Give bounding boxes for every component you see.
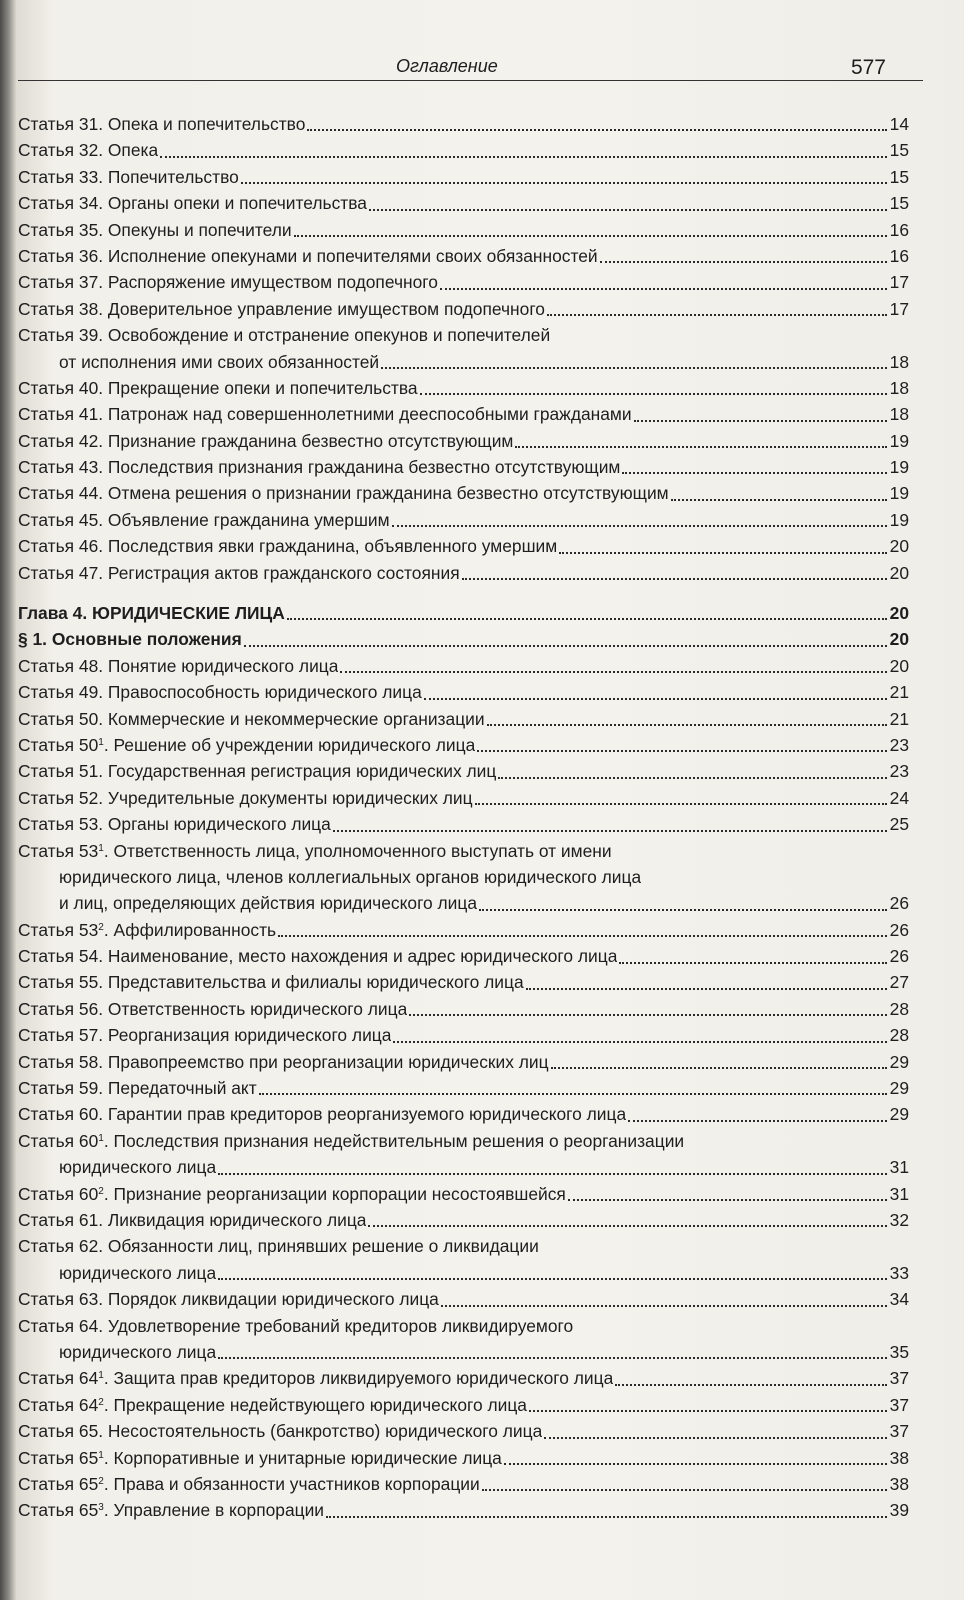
entry-page-number: 21 (889, 682, 909, 703)
dot-leader (278, 935, 887, 937)
dot-leader (368, 1225, 887, 1227)
entry-page-number: 31 (889, 1183, 909, 1204)
entry-title: Статья 33. Попечительство (18, 166, 239, 187)
entry-title (18, 1392, 527, 1418)
entry-number: Статья 64 (18, 1368, 99, 1389)
entry-page-number: 20 (889, 603, 909, 624)
dot-leader (218, 1278, 887, 1280)
entry-page-number: 33 (889, 1262, 909, 1283)
table-of-contents (18, 111, 909, 1524)
entry-page-number: 20 (889, 536, 909, 557)
dot-leader (547, 314, 887, 316)
dot-leader (326, 1516, 887, 1518)
entry-page-number: 37 (889, 1394, 909, 1415)
entry-title: Статья 46. Последствия явки гражданина, объявленного умершим (18, 536, 558, 557)
entry-title: Статья 35. Опекуны и попечители (18, 219, 292, 240)
dot-leader (475, 803, 887, 805)
entry-title: Статья 48. Понятие юридического лица (18, 655, 339, 676)
entry-page-number: 16 (889, 245, 909, 266)
dot-leader (307, 129, 887, 131)
toc-paragraph (18, 626, 909, 652)
dot-leader (559, 552, 887, 554)
dot-leader (628, 1120, 887, 1122)
dot-leader (259, 1093, 887, 1095)
entry-title: Статья 47. Регистрация актов гражданского состояния (18, 562, 460, 583)
entry-page-number: 20 (889, 655, 909, 676)
toc-entry-continuation (18, 1260, 909, 1286)
toc-entry (18, 322, 909, 348)
entry-page-number: 25 (889, 814, 909, 835)
toc-entry (18, 560, 909, 586)
entry-page-number: 27 (889, 972, 909, 993)
toc-entry (18, 507, 909, 533)
entry-title (18, 1365, 613, 1391)
entry-title: Статья 45. Объявление гражданина умершим (18, 509, 390, 530)
entry-title: Статья 31. Опека и попечительство (18, 113, 306, 134)
entry-page-number: 29 (889, 1051, 909, 1072)
dot-leader (600, 261, 887, 263)
entry-title: Статья 41. Патронаж над совершеннолетними дееспособными гражданами (18, 404, 632, 425)
entry-page-number: 39 (889, 1500, 909, 1521)
toc-entry (18, 190, 909, 216)
dot-leader (504, 1463, 887, 1465)
entry-title-rest: . Признание реорганизации корпорации несостоявшейся (103, 1183, 566, 1204)
entry-page-number: 19 (889, 430, 909, 451)
toc-entry (18, 1445, 909, 1471)
entry-superscript: 1 (98, 1449, 104, 1461)
toc-entry (18, 428, 909, 454)
entry-page-number: 21 (889, 708, 909, 729)
entry-title (18, 838, 612, 864)
dot-leader (498, 777, 887, 779)
toc-entry-continuation (18, 890, 909, 916)
entry-title-rest: . Управление в корпорации (103, 1500, 325, 1521)
entry-superscript: 1 (98, 1370, 104, 1382)
entry-title: Статья 59. Передаточный акт (18, 1078, 257, 1099)
entry-superscript: 1 (98, 1132, 104, 1144)
toc-entry (18, 1497, 909, 1523)
toc-entry (18, 217, 909, 243)
entry-number: Статья 65 (18, 1473, 99, 1494)
entry-title: Статья 36. Исполнение опекунами и попечителями своих обязанностей (18, 245, 598, 266)
entry-title-rest: . Права и обязанности участников корпорации (103, 1473, 480, 1494)
dot-leader (544, 1437, 887, 1439)
entry-page-number: 28 (889, 1025, 909, 1046)
entry-page-number: 18 (889, 404, 909, 425)
toc-entry (18, 970, 909, 996)
toc-entry (18, 785, 909, 811)
entry-number: Статья 65 (18, 1447, 99, 1468)
entry-title-rest: . Решение об учреждении юридического лица (103, 734, 476, 755)
entry-title (18, 1471, 480, 1497)
dot-leader (526, 988, 887, 990)
dot-leader (393, 1041, 887, 1043)
toc-entry (18, 480, 909, 506)
running-head (16, 52, 964, 92)
toc-entry (18, 1049, 909, 1075)
dot-leader (568, 1199, 887, 1201)
entry-page-number: 16 (889, 219, 909, 240)
entry-page-number: 19 (889, 483, 909, 504)
entry-page-number: 14 (889, 113, 909, 134)
entry-title: Статья 58. Правопреемство при реорганизации юридических лиц (18, 1051, 549, 1072)
dot-leader (287, 618, 887, 620)
entry-title: Статья 56. Ответственность юридического лица (18, 998, 408, 1019)
toc-entry (18, 653, 909, 679)
toc-entry (18, 1471, 909, 1497)
entry-title: Статья 54. Наименование, место нахождения и адрес юридического лица (18, 946, 618, 967)
toc-entry (18, 679, 909, 705)
entry-page-number: 19 (889, 509, 909, 530)
entry-title: Статья 49. Правоспособность юридического лица (18, 682, 422, 703)
entry-title-rest: . Ответственность лица, уполномоченного выступать от имени (103, 840, 612, 861)
entry-title-continuation: юридического лица (59, 1341, 217, 1362)
book-page (16, 0, 964, 1600)
entry-page-number: 23 (889, 734, 909, 755)
toc-entry (18, 758, 909, 784)
toc-entry (18, 706, 909, 732)
entry-superscript: 2 (98, 921, 104, 933)
entry-title: Статья 38. Доверительное управление имуществом подопечного (18, 298, 545, 319)
dot-leader (441, 1305, 887, 1307)
dot-leader (515, 446, 887, 448)
toc-entry (18, 1313, 909, 1339)
toc-entry (18, 296, 909, 322)
entry-page-number: 24 (889, 787, 909, 808)
toc-entry (18, 1181, 909, 1207)
entry-title-continuation: юридического лица (59, 1262, 217, 1283)
toc-entry (18, 1022, 909, 1048)
entry-page-number: 38 (889, 1447, 909, 1468)
entry-title: Статья 43. Последствия признания гражданина безвестно отсутствующим (18, 457, 621, 478)
entry-page-number: 26 (889, 946, 909, 967)
entry-title-continuation: от исполнения ими своих обязанностей (59, 351, 380, 372)
entry-number: Статья 60 (18, 1183, 99, 1204)
toc-entry (18, 111, 909, 137)
entry-title: Статья 64. Удовлетворение требований кредиторов ликвидируемого (18, 1315, 574, 1336)
dot-leader (529, 1410, 887, 1412)
dot-leader (420, 393, 887, 395)
entry-title: Статья 60. Гарантии прав кредиторов реорганизуемого юридического лица (18, 1104, 627, 1125)
entry-page-number: 37 (889, 1421, 909, 1442)
dot-leader (218, 1357, 887, 1359)
dot-leader (392, 525, 887, 527)
entry-superscript: 3 (98, 1502, 104, 1514)
entry-title: Статья 51. Государственная регистрация юридических лиц (18, 761, 497, 782)
entry-title: Статья 40. Прекращение опеки и попечительства (18, 377, 418, 398)
toc-entry-continuation (18, 349, 909, 375)
toc-entry-continuation (18, 1339, 909, 1365)
toc-entry (18, 1233, 909, 1259)
entry-title: Статья 52. Учредительные документы юридических лиц (18, 787, 473, 808)
entry-number: Статья 65 (18, 1500, 99, 1521)
entry-title: Статья 37. Распоряжение имуществом подопечного (18, 272, 438, 293)
entry-title (18, 1445, 502, 1471)
toc-entry (18, 996, 909, 1022)
entry-page-number: 26 (889, 919, 909, 940)
toc-entry (18, 1418, 909, 1444)
dot-leader (482, 1489, 887, 1491)
entry-number: Статья 60 (18, 1130, 99, 1151)
dot-leader (551, 1067, 887, 1069)
page-number: 577 (850, 56, 886, 79)
entry-title (18, 1497, 324, 1523)
entry-title: Статья 63. Порядок ликвидации юридического лица (18, 1289, 439, 1310)
toc-entry (18, 375, 909, 401)
dot-leader (218, 1173, 887, 1175)
entry-superscript: 1 (98, 736, 104, 748)
entry-title (18, 732, 475, 758)
entry-number: Статья 50 (18, 734, 99, 755)
entry-superscript: 2 (98, 1185, 104, 1197)
toc-chapter (18, 600, 909, 626)
toc-entry (18, 1286, 909, 1312)
toc-entry (18, 1207, 909, 1233)
toc-entry (18, 1101, 909, 1127)
entry-title: Статья 42. Признание гражданина безвестно отсутствующим (18, 430, 514, 451)
dot-leader (340, 671, 887, 673)
dot-leader (160, 156, 887, 158)
dot-leader (294, 235, 887, 237)
dot-leader (671, 499, 887, 501)
toc-entry (18, 401, 909, 427)
entry-title-rest: . Прекращение недействующего юридического лица (103, 1394, 527, 1415)
dot-leader (615, 1384, 887, 1386)
entry-title: Статья 34. Органы опеки и попечительства (18, 193, 367, 214)
entry-page-number: 20 (889, 562, 909, 583)
entry-title: Статья 39. Освобождение и отстранение опекунов и попечителей (18, 325, 551, 346)
entry-title: Статья 65. Несостоятельность (банкротство) юридического лица (18, 1421, 543, 1442)
entry-title: Статья 53. Органы юридического лица (18, 814, 331, 835)
toc-entry (18, 1075, 909, 1101)
entry-title: Статья 50. Коммерческие и некоммерческие организации (18, 708, 485, 729)
entry-page-number: 26 (889, 893, 909, 914)
toc-entry (18, 811, 909, 837)
entry-number: Статья 64 (18, 1394, 99, 1415)
dot-leader (241, 182, 887, 184)
entry-page-number: 29 (889, 1078, 909, 1099)
dot-leader (369, 209, 887, 211)
entry-superscript: 2 (98, 1475, 104, 1487)
toc-entry (18, 838, 909, 864)
entry-page-number: 32 (889, 1210, 909, 1230)
entry-page-number: 37 (889, 1368, 909, 1389)
dot-leader (479, 909, 887, 911)
dot-leader (622, 472, 887, 474)
entry-title: § 1. Основные положения (18, 629, 242, 650)
header-rule (18, 80, 923, 81)
toc-entry (18, 732, 909, 758)
entry-title: Статья 61. Ликвидация юридического лица (18, 1210, 367, 1230)
entry-number: Статья 53 (18, 840, 99, 861)
entry-title: Статья 57. Реорганизация юридического лица (18, 1025, 392, 1046)
entry-title: Статья 62. Обязанности лиц, принявших решение о ликвидации (18, 1236, 539, 1257)
entry-page-number: 17 (889, 298, 909, 319)
entry-page-number: 29 (889, 1104, 909, 1125)
entry-page-number: 34 (889, 1289, 909, 1310)
entry-page-number: 19 (889, 457, 909, 478)
entry-superscript: 1 (98, 842, 104, 854)
entry-superscript: 2 (98, 1396, 104, 1408)
entry-page-number: 28 (889, 998, 909, 1019)
dot-leader (424, 698, 887, 700)
entry-title: Статья 55. Представительства и филиалы юридического лица (18, 972, 524, 993)
entry-title-continuation: и лиц, определяющих действия юридического лица (59, 893, 478, 914)
entry-page-number: 18 (889, 377, 909, 398)
entry-title-rest: . Аффилированность (103, 919, 277, 940)
toc-entry (18, 164, 909, 190)
dot-leader (440, 288, 887, 290)
toc-entry (18, 454, 909, 480)
entry-title: Статья 32. Опека (18, 140, 159, 161)
entry-title (18, 1128, 684, 1154)
dot-leader (409, 1014, 887, 1016)
entry-title: Глава 4. ЮРИДИЧЕСКИЕ ЛИЦА (18, 603, 285, 624)
toc-entry (18, 243, 909, 269)
toc-entry (18, 533, 909, 559)
dot-leader (333, 830, 887, 832)
entry-page-number: 20 (889, 629, 909, 650)
toc-entry (18, 917, 909, 943)
entry-page-number: 15 (889, 166, 909, 187)
book-spine-shadow (0, 0, 16, 1600)
entry-page-number: 35 (889, 1341, 909, 1362)
toc-entry-continuation (18, 1154, 909, 1180)
toc-entry (18, 1128, 909, 1154)
entry-title-rest: . Защита прав кредиторов ликвидируемого юридического лица (103, 1368, 614, 1389)
entry-title: Статья 44. Отмена решения о признании гражданина безвестно отсутствующим (18, 483, 669, 504)
entry-page-number: 38 (889, 1473, 909, 1494)
toc-entry (18, 1365, 909, 1391)
toc-entry (18, 137, 909, 163)
dot-leader (619, 962, 887, 964)
entry-title-continuation: юридического лица, членов коллегиальных органов юридического лица (59, 866, 642, 887)
toc-entry (18, 269, 909, 295)
dot-leader (634, 420, 887, 422)
toc-entry (18, 943, 909, 969)
dot-leader (462, 578, 887, 580)
running-title: Оглавление (396, 56, 498, 76)
entry-title (18, 1181, 566, 1207)
dot-leader (477, 750, 887, 752)
entry-title (18, 917, 276, 943)
entry-page-number: 17 (889, 272, 909, 293)
entry-page-number: 23 (889, 761, 909, 782)
entry-page-number: 15 (889, 193, 909, 214)
entry-page-number: 18 (889, 351, 909, 372)
dot-leader (381, 367, 887, 369)
toc-entry-continuation (18, 864, 909, 890)
dot-leader (244, 645, 887, 647)
entry-number: Статья 53 (18, 919, 99, 940)
entry-page-number: 15 (889, 140, 909, 161)
entry-title-rest: . Последствия признания недействительным решения о реорганизации (103, 1130, 685, 1151)
entry-title-rest: . Корпоративные и унитарные юридические лица (103, 1447, 502, 1468)
entry-page-number: 31 (889, 1157, 909, 1178)
toc-entry (18, 1392, 909, 1418)
entry-title-continuation: юридического лица (59, 1157, 217, 1178)
dot-leader (487, 724, 887, 726)
